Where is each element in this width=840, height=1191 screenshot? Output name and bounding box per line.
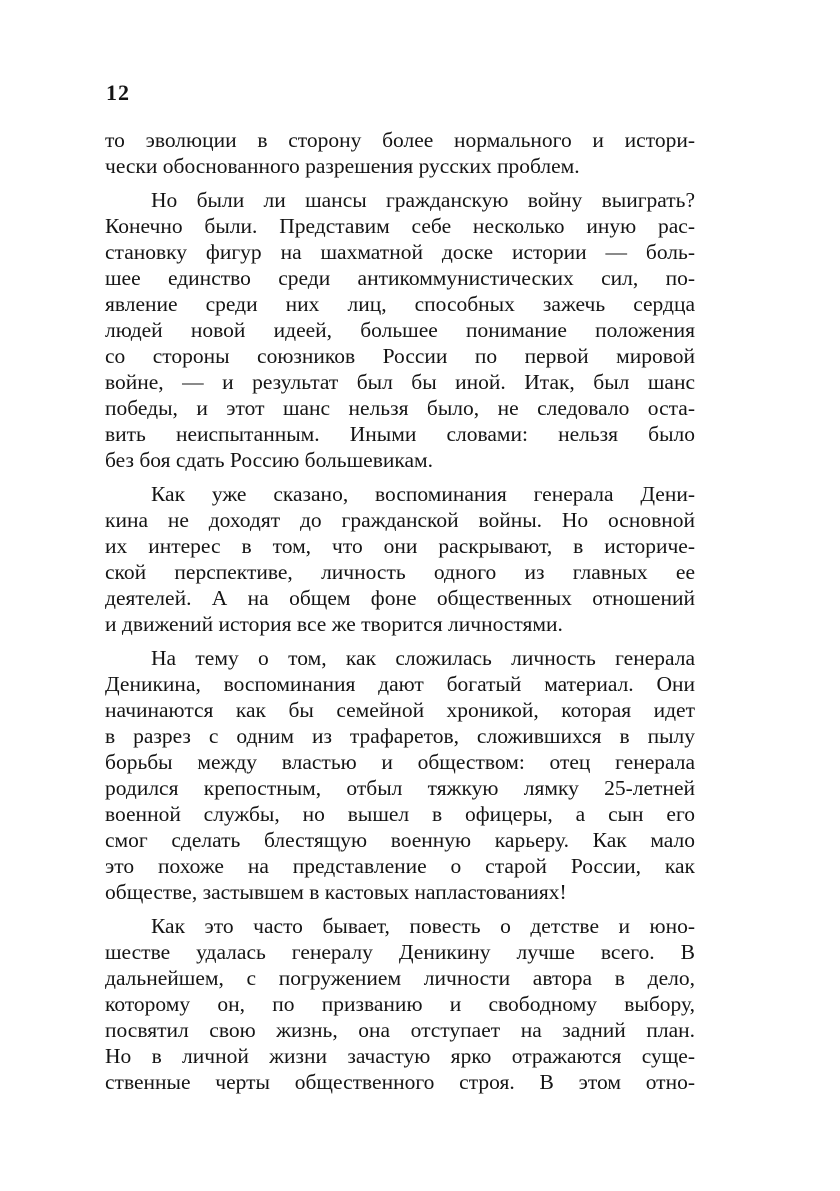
text-line: Но в личной жизни зачастую ярко отражаются суще-: [105, 1044, 695, 1068]
text-line: военной службы, но вышел в офицеры, а сын его: [105, 802, 695, 826]
text-line: это похоже на представление о старой России, как: [105, 854, 695, 878]
text-line: без боя сдать Россию большевикам.: [105, 448, 433, 472]
text-line: явление среди них лиц, способных зажечь сердца: [105, 292, 695, 316]
text-line: ственные черты общественного строя. В этом отно-: [105, 1070, 695, 1094]
text-line: вить неиспытанным. Иными словами: нельзя было: [105, 422, 695, 446]
paragraph-3: [105, 481, 695, 637]
text-line: которому он, по призванию и свободному выбору,: [105, 992, 695, 1016]
text-line: деятелей. А на общем фоне общественных отношений: [105, 586, 695, 610]
paragraph-4: [105, 645, 695, 905]
text-line: Но были ли шансы гражданскую войну выиграть?: [151, 188, 695, 212]
text-line: их интерес в том, что они раскрывают, в историче-: [105, 534, 695, 558]
text-line: обществе, застывшем в кастовых напластованиях!: [105, 880, 567, 904]
text-line: родился крепостным, отбыл тяжкую лямку 25-летней: [105, 776, 695, 800]
text-line: войне, — и результат был бы иной. Итак, был шанс: [105, 370, 695, 394]
text-line: со стороны союзников России по первой мировой: [105, 344, 695, 368]
text-line: становку фигур на шахматной доске истории — боль-: [105, 240, 695, 264]
text-line: посвятил свою жизнь, она отступает на задний план.: [105, 1018, 695, 1042]
page-number: 12: [106, 80, 130, 105]
text-line: Как уже сказано, воспоминания генерала Дени-: [151, 482, 695, 506]
paragraph-1: [105, 127, 695, 179]
text-line: Деникина, воспоминания дают богатый материал. Они: [105, 672, 695, 696]
text-line: На тему о том, как сложилась личность генерала: [151, 646, 695, 670]
text-line: людей новой идеей, большее понимание положения: [105, 318, 695, 342]
text-line: ской перспективе, личность одного из главных ее: [105, 560, 695, 584]
text-line: кина не доходят до гражданской войны. Но основной: [105, 508, 695, 532]
text-line: борьбы между властью и обществом: отец генерала: [105, 750, 695, 774]
text-line: Конечно были. Представим себе несколько иную рас-: [105, 214, 695, 238]
body-text: [105, 127, 695, 1103]
text-line: шее единство среди антикоммунистических сил, по-: [105, 266, 695, 290]
text-line: чески обоснованного разрешения русских проблем.: [105, 154, 580, 178]
text-line: победы, и этот шанс нельзя было, не следовало оста-: [105, 396, 695, 420]
text-line: дальнейшем, с погружением личности автора в дело,: [105, 966, 695, 990]
text-line: в разрез с одним из трафаретов, сложившихся в пылу: [105, 724, 695, 748]
text-line: Как это часто бывает, повесть о детстве и юно-: [151, 914, 695, 938]
text-line: смог сделать блестящую военную карьеру. Как мало: [105, 828, 695, 852]
paragraph-2: [105, 187, 695, 473]
paragraph-5: [105, 913, 695, 1095]
text-line: и движений история все же творится личностями.: [105, 612, 563, 636]
text-line: то эволюции в сторону более нормального и истори-: [105, 128, 695, 152]
text-line: начинаются как бы семейной хроникой, которая идет: [105, 698, 695, 722]
text-line: шестве удалась генералу Деникину лучше всего. В: [105, 940, 695, 964]
